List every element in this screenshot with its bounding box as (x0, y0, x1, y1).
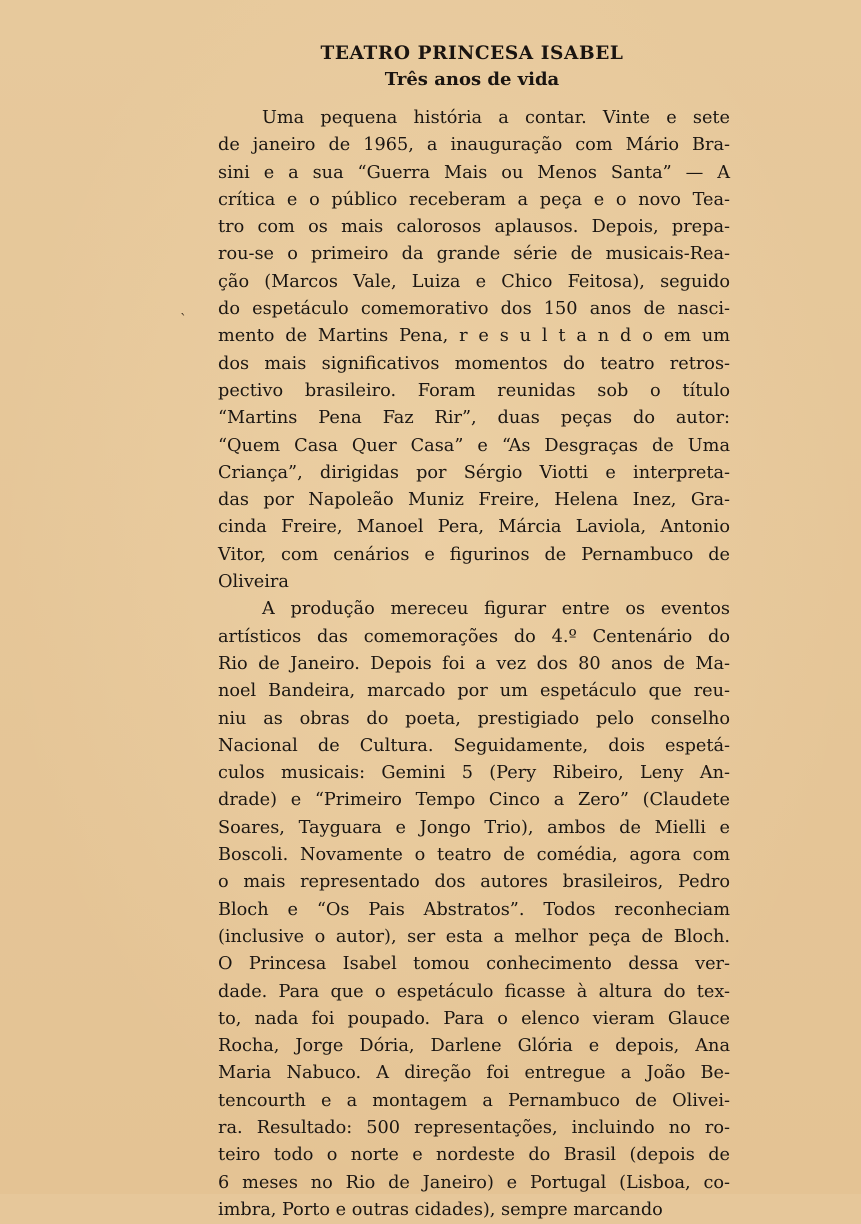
article-subtitle: Três anos de vida (384, 69, 560, 90)
text-line: das por Napoleão Muniz Freire, Helena Inez, Gra- (218, 490, 730, 511)
text-line: Criança”, dirigidas por Sérgio Viotti e interpreta- (218, 462, 730, 483)
text-line: Maria Nabuco. A direção foi entregue a João Be- (218, 1063, 730, 1084)
text-line: ra. Resultado: 500 representações, incluindo no ro- (218, 1117, 730, 1138)
text-line: cinda Freire, Manoel Pera, Márcia Laviola, Antonio (218, 517, 730, 538)
text-line: artísticos das comemorações do 4.º Centenário do (218, 626, 730, 647)
text-line: do espetáculo comemorativo dos 150 anos de nasci- (218, 299, 730, 320)
text-line: imbra, Porto e outras cidades), sempre marcando (218, 1199, 663, 1220)
text-line: 6 meses no Rio de Janeiro) e Portugal (Lisboa, co- (218, 1172, 730, 1193)
text-line: Rocha, Jorge Dória, Darlene Glória e depois, Ana (218, 1036, 730, 1057)
text-line: Uma pequena história a contar. Vinte e sete (262, 108, 730, 128)
text-line: Bloch e “Os Pais Abstratos”. Todos reconheciam (218, 899, 730, 920)
text-line: pectivo brasileiro. Foram reunidas sob o título (218, 380, 730, 401)
text-line: Vitor, com cenários e figurinos de Pernambuco de (218, 544, 730, 565)
text-line: rou-se o primeiro da grande série de musicais-Rea- (218, 244, 730, 265)
text-line: O Princesa Isabel tomou conhecimento dessa ver- (218, 954, 730, 975)
paragraph (218, 105, 730, 596)
text-line: noel Bandeira, marcado por um espetáculo que reu- (218, 681, 730, 702)
text-line: tencourth e a montagem a Pernambuco de Olivei- (218, 1090, 730, 1111)
text-line: crítica e o público receberam a peça e o novo Tea- (218, 189, 730, 210)
text-line: tro com os mais calorosos aplausos. Depois, prepa- (218, 217, 730, 238)
text-line: “Martins Pena Faz Rir”, duas peças do autor: (218, 408, 730, 429)
text-line: Soares, Tayguara e Jongo Trio), ambos de Mielli e (218, 817, 730, 838)
text-line: drade) e “Primeiro Tempo Cinco a Zero” (Claudete (218, 790, 730, 811)
article-header (214, 40, 730, 92)
article-title: TEATRO PRINCESA ISABEL (320, 43, 624, 64)
text-line: culos musicais: Gemini 5 (Pery Ribeiro, Leny An- (218, 763, 730, 784)
text-line: o mais representado dos autores brasileiros, Pedro (218, 872, 730, 893)
text-line: dos mais significativos momentos do teatro retros- (218, 353, 730, 374)
paragraph (218, 596, 730, 1224)
text-line: Nacional de Cultura. Seguidamente, dois espetá- (218, 735, 730, 756)
text-line: “Quem Casa Quer Casa” e “As Desgraças de Uma (218, 435, 730, 456)
stray-ink-mark: ` (180, 312, 187, 328)
text-line: dade. Para que o espetáculo ficasse à altura do tex- (218, 981, 730, 1002)
text-line: Oliveira (218, 572, 289, 593)
text-line: (inclusive o autor), ser esta a melhor peça de Bloch. (218, 926, 730, 947)
text-line: niu as obras do poeta, prestigiado pelo conselho (218, 708, 730, 729)
text-line: Boscoli. Novamente o teatro de comédia, agora com (218, 845, 730, 866)
text-line: sini e a sua “Guerra Mais ou Menos Santa” — A (218, 162, 730, 183)
article-body (218, 105, 730, 1224)
text-line: to, nada foi poupado. Para o elenco vieram Glauce (218, 1008, 730, 1029)
text-line: de janeiro de 1965, a inauguração com Mário Bra- (218, 135, 730, 156)
text-line: teiro todo o norte e nordeste do Brasil (depois de (218, 1145, 730, 1166)
text-line: ção (Marcos Vale, Luiza e Chico Feitosa), seguido (218, 271, 730, 292)
text-line: mento de Martins Pena, r e s u l t a n d o em um (218, 326, 730, 347)
text-line: Rio de Janeiro. Depois foi a vez dos 80 anos de Ma- (218, 653, 730, 674)
text-line: A produção mereceu figurar entre os eventos (262, 599, 730, 620)
